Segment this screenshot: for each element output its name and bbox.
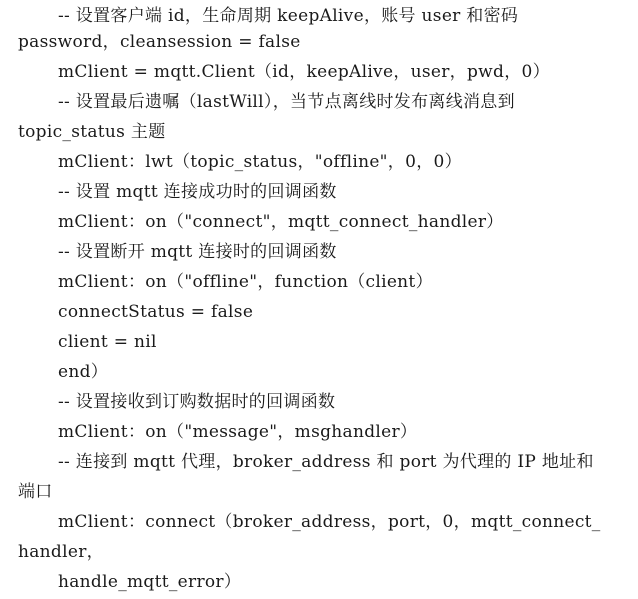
code-line: mClient = mqtt.Client（id，keepAlive，user，pwd，0） bbox=[58, 62, 550, 82]
code-line: mClient：on（"message"，msghandler） bbox=[58, 422, 418, 442]
code-line: -- 设置断开 mqtt 连接时的回调函数 bbox=[58, 242, 337, 262]
code-line: end） bbox=[58, 362, 109, 382]
code-line: mClient：on（"offline"，function（client） bbox=[58, 272, 433, 292]
code-line: 端口 bbox=[18, 482, 53, 502]
code-line: -- 连接到 mqtt 代理，broker_address 和 port 为代理的 IP 地址和 bbox=[58, 452, 594, 472]
code-line: -- 设置 mqtt 连接成功时的回调函数 bbox=[58, 182, 337, 202]
code-line: -- 设置最后遗嘱（lastWill），当节点离线时发布离线消息到 bbox=[58, 92, 515, 112]
code-line: connectStatus = false bbox=[58, 302, 254, 322]
code-line: client = nil bbox=[58, 332, 157, 352]
code-line: mClient：on（"connect"，mqtt_connect_handler） bbox=[58, 212, 504, 232]
code-line: handle_mqtt_error） bbox=[58, 572, 242, 592]
code-line: mClient：connect（broker_address，port，0，mqtt_connect_ bbox=[58, 512, 601, 532]
code-line: password，cleansession = false bbox=[18, 32, 301, 52]
code-line: topic_status 主题 bbox=[18, 122, 166, 142]
code-line: -- 设置接收到订购数据时的回调函数 bbox=[58, 392, 336, 412]
code-line: mClient：lwt（topic_status，"offline"，0，0） bbox=[58, 152, 462, 172]
code-line: -- 设置客户端 id，生命周期 keepAlive，账号 user 和密码 bbox=[58, 6, 519, 26]
code-line: handler， bbox=[18, 542, 104, 562]
